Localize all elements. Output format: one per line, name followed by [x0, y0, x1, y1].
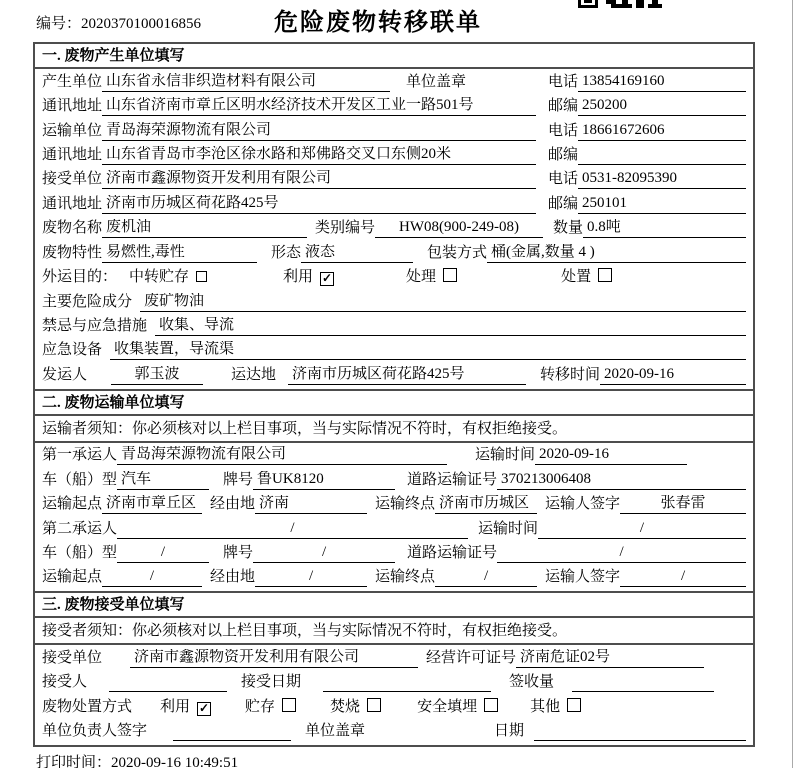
purpose-option-treat [406, 268, 457, 287]
accept-unit-label: 接受单位 [42, 650, 103, 667]
row-vehicle1 [42, 471, 746, 490]
checkbox-unchecked-icon [598, 268, 612, 282]
character-label: 废物特性 [42, 244, 103, 261]
taboo-label: 禁忌与应急措施 [42, 317, 148, 334]
addr1-label: 通讯地址 [42, 98, 103, 115]
addr2-value: 山东省青岛市李沧区徐水路和郑佛路交叉口东侧20米 [102, 146, 536, 165]
dest-label: 运达地 [231, 366, 277, 383]
option-label: 利用 [283, 269, 314, 286]
section3-body [35, 645, 753, 745]
form-value: 液态 [301, 244, 413, 263]
page-edge-divider [792, 0, 793, 768]
zip3-label: 邮编 [547, 195, 578, 212]
received-qty-value [572, 676, 714, 692]
carrier1-value: 青岛海荣源物流有限公司 [117, 446, 447, 465]
category-label: 类别编号 [315, 220, 376, 237]
hazard-label: 主要危险成分 [42, 293, 133, 310]
origin1-value: 济南市章丘区 [102, 495, 202, 514]
accept-date-label: 接受日期 [241, 674, 302, 691]
vehicle1-value: 汽车 [117, 471, 209, 490]
phone2-value: 18661672606 [578, 122, 746, 141]
checkbox-unchecked-icon [484, 698, 498, 712]
unit-seal2-label: 单位盖章 [305, 722, 366, 739]
via1-value: 济南 [255, 495, 367, 514]
row-acceptor [42, 674, 746, 692]
license2-value: / [497, 544, 746, 563]
shipper-label: 发运人 [42, 366, 88, 383]
vehicle1-label: 车（船）型 [42, 471, 118, 488]
row-producer-address [42, 97, 746, 116]
row-carrier1 [42, 446, 746, 465]
transporter-label: 运输单位 [42, 122, 103, 139]
category-value: HW08(900-249-08) [375, 219, 543, 238]
sign1-label: 运输人签字 [545, 496, 621, 513]
carrier2-value: / [117, 520, 468, 539]
transfer-time-value: 2020-09-16 [600, 366, 746, 385]
character-value: 易燃性,毒性 [102, 244, 257, 263]
shipper-value: 郭玉波 [111, 366, 203, 385]
zip2-label: 邮编 [547, 146, 578, 163]
row-producer [42, 73, 746, 92]
disposal-option-utilize [160, 699, 211, 717]
via1-label: 经由地 [210, 496, 256, 513]
checkbox-checked-icon: ✓ [199, 701, 210, 716]
option-label: 安全填埋 [417, 699, 478, 716]
row-disposal [42, 698, 746, 717]
carrier1-label: 第一承运人 [42, 447, 118, 464]
plate1-value: 鲁UK8120 [253, 471, 395, 490]
unit-seal-label: 单位盖章 [406, 73, 467, 90]
purpose-option-dispose [561, 268, 612, 287]
phone2-label: 电话 [547, 122, 578, 139]
row-taboo [42, 317, 746, 336]
section2-title: 二. 废物运输单位填写 [35, 389, 753, 416]
addr3-label: 通讯地址 [42, 195, 103, 212]
row-route2 [42, 568, 746, 587]
disposal-label: 废物处置方式 [42, 699, 133, 716]
disposal-option-incinerate [330, 698, 381, 717]
vehicle2-value: / [117, 544, 209, 563]
row-accept-unit [42, 649, 746, 668]
row-shipper [42, 366, 746, 385]
option-label: 利用 [160, 699, 191, 716]
hazard-value: 废矿物油 [140, 293, 746, 312]
transporter-value: 青岛海荣源物流有限公司 [102, 122, 536, 141]
section3-notice: 接受者须知：你必须核对以上栏目事项，当与实际情况不符时，有权拒绝接受。 [35, 618, 753, 645]
head-sign-label: 单位负责人签字 [42, 722, 148, 739]
row-receiver [42, 170, 746, 189]
sign2-value: / [620, 568, 746, 587]
equip-value: 收集装置，导流渠 [110, 341, 746, 360]
checkbox-checked-icon: ✓ [322, 271, 333, 286]
row-vehicle2 [42, 544, 746, 563]
time2-label: 运输时间 [477, 520, 538, 537]
date-label: 日期 [493, 722, 524, 739]
option-label: 处理 [406, 269, 437, 286]
origin1-label: 运输起点 [42, 496, 103, 513]
section1-title: 一. 废物产生单位填写 [35, 44, 753, 69]
origin2-value: / [102, 568, 202, 587]
producer-label: 产生单位 [42, 73, 103, 90]
accept-date-value [323, 676, 491, 692]
receiver-value: 济南市鑫源物资开发利用有限公司 [102, 170, 536, 189]
checkbox-unchecked-icon [196, 271, 207, 282]
end1-value: 济南市历城区 [435, 495, 537, 514]
zip1-label: 邮编 [547, 98, 578, 115]
zip1-value: 250200 [578, 97, 746, 116]
checkbox-unchecked-icon [367, 698, 381, 712]
qty-value: 0.8吨 [583, 219, 746, 238]
addr1-value: 山东省济南市章丘区明水经济技术开发区工业一路501号 [102, 97, 536, 116]
checkbox-unchecked-icon [282, 698, 296, 712]
addr2-label: 通讯地址 [42, 146, 103, 163]
license1-value: 370213006408 [497, 471, 746, 490]
section2-body [35, 443, 753, 592]
transfer-time-label: 转移时间 [540, 366, 601, 383]
packing-value: 桶(金属,数量 4 ) [487, 244, 746, 263]
license2-label: 道路运输证号 [407, 545, 498, 562]
purpose-label: 外运目的： [42, 269, 118, 286]
row-carrier2 [42, 520, 746, 539]
purpose-option-utilize [283, 269, 334, 287]
phone1-label: 电话 [547, 73, 578, 90]
row-waste-character [42, 244, 746, 263]
page-title: 危险废物转移联单 [274, 10, 482, 36]
checkbox-unchecked-icon [443, 268, 457, 282]
doc-number-label: 编号： [36, 16, 82, 32]
receiver-label: 接受单位 [42, 171, 103, 188]
via2-value: / [255, 568, 367, 587]
row-purpose [42, 268, 746, 287]
phone3-value: 0531-82095390 [578, 170, 746, 189]
disposal-option-landfill [417, 698, 498, 717]
carrier2-label: 第二承运人 [42, 520, 118, 537]
time2-value: / [538, 520, 746, 539]
zip3-value: 250101 [578, 195, 746, 214]
dest-value: 济南市历城区荷花路425号 [288, 366, 526, 385]
zip2-value [578, 149, 746, 165]
vehicle2-label: 车（船）型 [42, 545, 118, 562]
producer-value: 山东省永信非织造材料有限公司 [102, 73, 390, 92]
via2-label: 经由地 [210, 569, 256, 586]
option-label: 处置 [561, 269, 592, 286]
license1-label: 道路运输证号 [407, 471, 498, 488]
equip-label: 应急设备 [42, 342, 103, 359]
end1-label: 运输终点 [375, 496, 436, 513]
disposal-option-other [530, 698, 581, 717]
accept-unit-value: 济南市鑫源物资开发利用有限公司 [130, 649, 418, 668]
plate2-label: 牌号 [223, 545, 254, 562]
form-label: 形态 [271, 244, 302, 261]
section3-title: 三. 废物接受单位填写 [35, 591, 753, 618]
row-transporter [42, 122, 746, 141]
phone1-value: 13854169160 [578, 73, 746, 92]
row-equipment [42, 341, 746, 360]
qty-label: 数量 [553, 220, 584, 237]
date-value [534, 725, 746, 741]
purpose-option-transfer [129, 269, 207, 287]
waste-name-label: 废物名称 [42, 220, 103, 237]
time1-label: 运输时间 [475, 447, 536, 464]
waste-name-value: 废机油 [102, 219, 307, 238]
disposal-option-store [245, 698, 296, 717]
received-qty-label: 签收量 [509, 674, 555, 691]
doc-number-value: 2020370100016856 [81, 16, 202, 32]
row-waste-name [42, 219, 746, 238]
acceptor-label: 接受人 [42, 674, 88, 691]
sign1-value: 张春雷 [620, 495, 746, 514]
acceptor-value [109, 676, 227, 692]
option-label: 中转贮存 [129, 269, 190, 286]
end2-value: / [435, 568, 537, 587]
row-route1 [42, 495, 746, 514]
row-transporter-address [42, 146, 746, 165]
manifest-form [33, 42, 755, 747]
plate1-label: 牌号 [223, 471, 254, 488]
option-label: 贮存 [245, 699, 276, 716]
row-head-sign [42, 723, 746, 741]
option-label: 其他 [530, 699, 561, 716]
permit-value: 济南危证02号 [516, 649, 704, 668]
permit-label: 经营许可证号 [426, 650, 517, 667]
origin2-label: 运输起点 [42, 569, 103, 586]
head-sign-value [173, 725, 291, 741]
print-time [36, 751, 238, 768]
row-receiver-address [42, 195, 746, 214]
row-hazard [42, 293, 746, 312]
sign2-label: 运输人签字 [545, 569, 621, 586]
addr3-value: 济南市历城区荷花路425号 [102, 195, 536, 214]
option-label: 焚烧 [330, 699, 361, 716]
section2-notice: 运输者须知：你必须核对以上栏目事项，当与实际情况不符时，有权拒绝接受。 [35, 416, 753, 443]
section1-body [35, 69, 753, 389]
taboo-value: 收集、导流 [155, 317, 746, 336]
phone3-label: 电话 [547, 171, 578, 188]
print-time-label: 打印时间： [36, 755, 112, 768]
time1-value: 2020-09-16 [535, 446, 687, 465]
checkbox-unchecked-icon [567, 698, 581, 712]
plate2-value: / [253, 544, 395, 563]
print-time-value: 2020-09-16 10:49:51 [111, 755, 239, 768]
packing-label: 包装方式 [427, 244, 488, 261]
end2-label: 运输终点 [375, 569, 436, 586]
